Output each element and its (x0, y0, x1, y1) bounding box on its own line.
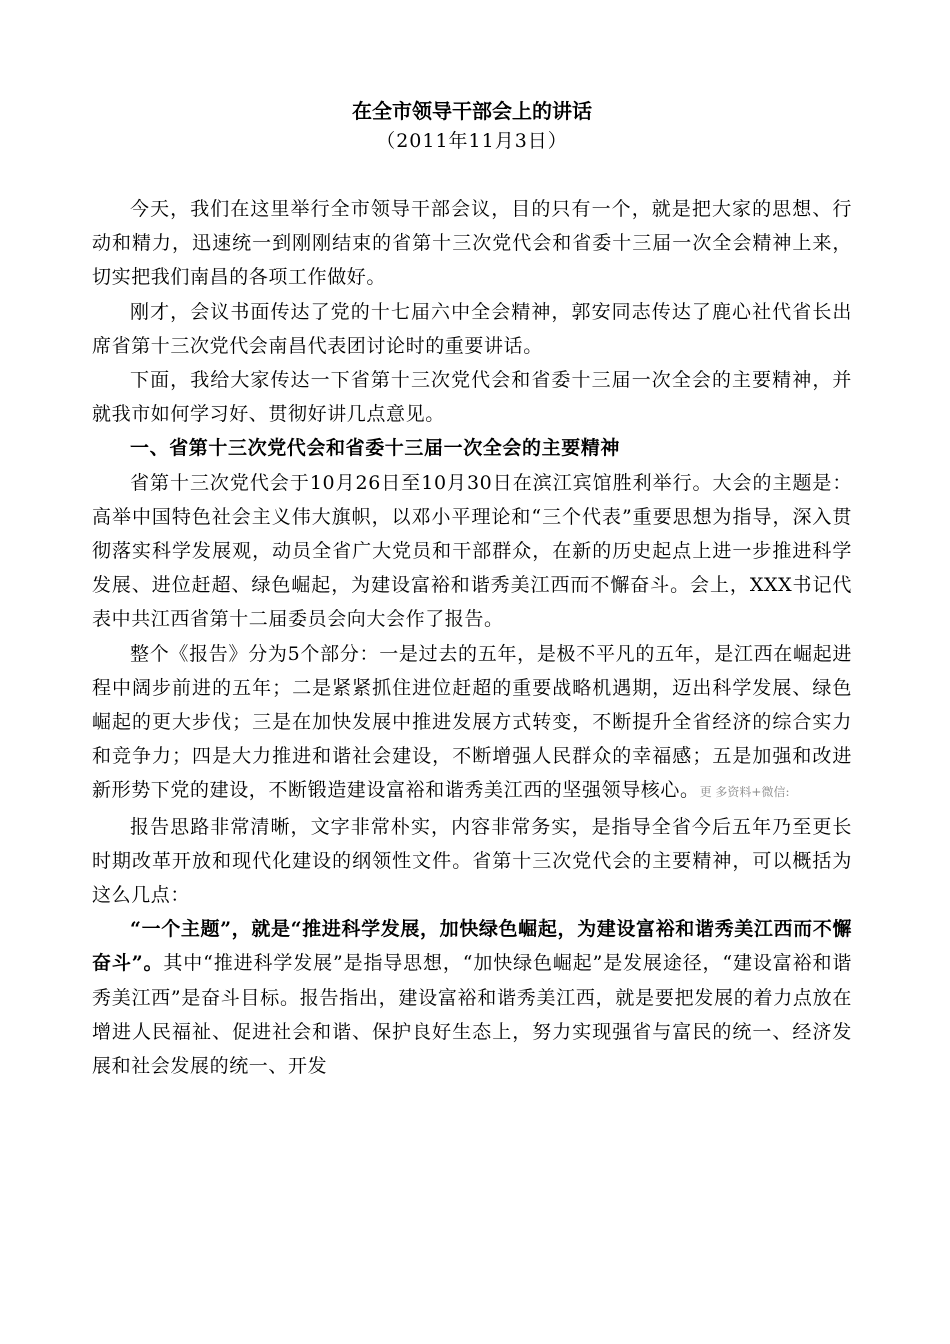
document-page (92, 96, 852, 1083)
paragraph-5-text: 整个《报告》分为5个部分：一是过去的五年，是极不平凡的五年，是江西在崛起进程中阔步前进的五年；二是紧紧抓住进位赶超的重要战略机遇期，迈出科学发展、绿色崛起的更大步伐；三是在加快发展中推进发展方式转变，不断提升全省经济的综合实力和竞争力；四是大力推进和谐社会建设，不断增强人民群众的幸福感；五是加强和改进新形势下党的建设，不断锻造建设富裕和谐秀美江西的坚强领导核心。 (92, 642, 852, 802)
paragraph-3: 下面，我给大家传达一下省第十三次党代会和省委十三届一次全会的主要精神，并就我市如何学习好、贯彻好讲几点意见。 (92, 369, 852, 426)
section-heading-1: 一、省第十三次党代会和省委十三届一次全会的主要精神 (130, 437, 621, 460)
paragraph-6: 报告思路非常清晰，文字非常朴实，内容非常务实，是指导全省今后五年乃至更长时期改革开放和现代化建设的纲领性文件。省第十三次党代会的主要精神，可以概括为这么几点： (92, 815, 852, 907)
paragraph-1: 今天，我们在这里举行全市领导干部会议，目的只有一个，就是把大家的思想、行动和精力，迅速统一到刚刚结束的省第十三次党代会和省委十三届一次全会精神上来，切实把我们南昌的各项工作做好。 (92, 198, 852, 289)
paragraph-7-text: 其中“推进科学发展”是指导思想，“加快绿色崛起”是发展途径，“建设富裕和谐秀美江西”是奋斗目标。报告指出，建设富裕和谐秀美江西，就是要把发展的着力点放在增进人民福祉、促进社会和谐、保护良好生态上，努力实现强省与富民的统一、经济发展和社会发展的统一、开发 (92, 952, 852, 1078)
watermark-note: 更 多资料+微信: (699, 785, 790, 800)
document-date: （2011年11月3日） (376, 130, 568, 152)
paragraph-7 (92, 912, 852, 1083)
paragraph-4: 省第十三次党代会于10月26日至10月30日在滨江宾馆胜利举行。大会的主题是：高举中国特色社会主义伟大旗帜，以邓小平理论和“三个代表”重要思想为指导，深入贯彻落实科学发展观，动员全省广大党员和干部群众，在新的历史起点上进一步推进科学发展、进位赶超、绿色崛起，为建设富裕和谐秀美江西而不懈奋斗。会上，XXX书记代表中共江西省第十二届委员会向大会作了报告。 (92, 471, 852, 631)
paragraph-2: 刚才，会议书面传达了党的十七届六中全会精神，郭安同志传达了鹿心社代省长出席省第十三次党代会南昌代表团讨论时的重要讲话。 (92, 300, 852, 357)
paragraph-5 (92, 637, 852, 810)
document-title: 在全市领导干部会上的讲话 (352, 99, 592, 123)
paragraph-7-bold: “一个主题”，就是“推进科学发展，加快绿色崛起，为建设富裕和谐秀美江西而不懈奋斗”。 (92, 918, 852, 975)
